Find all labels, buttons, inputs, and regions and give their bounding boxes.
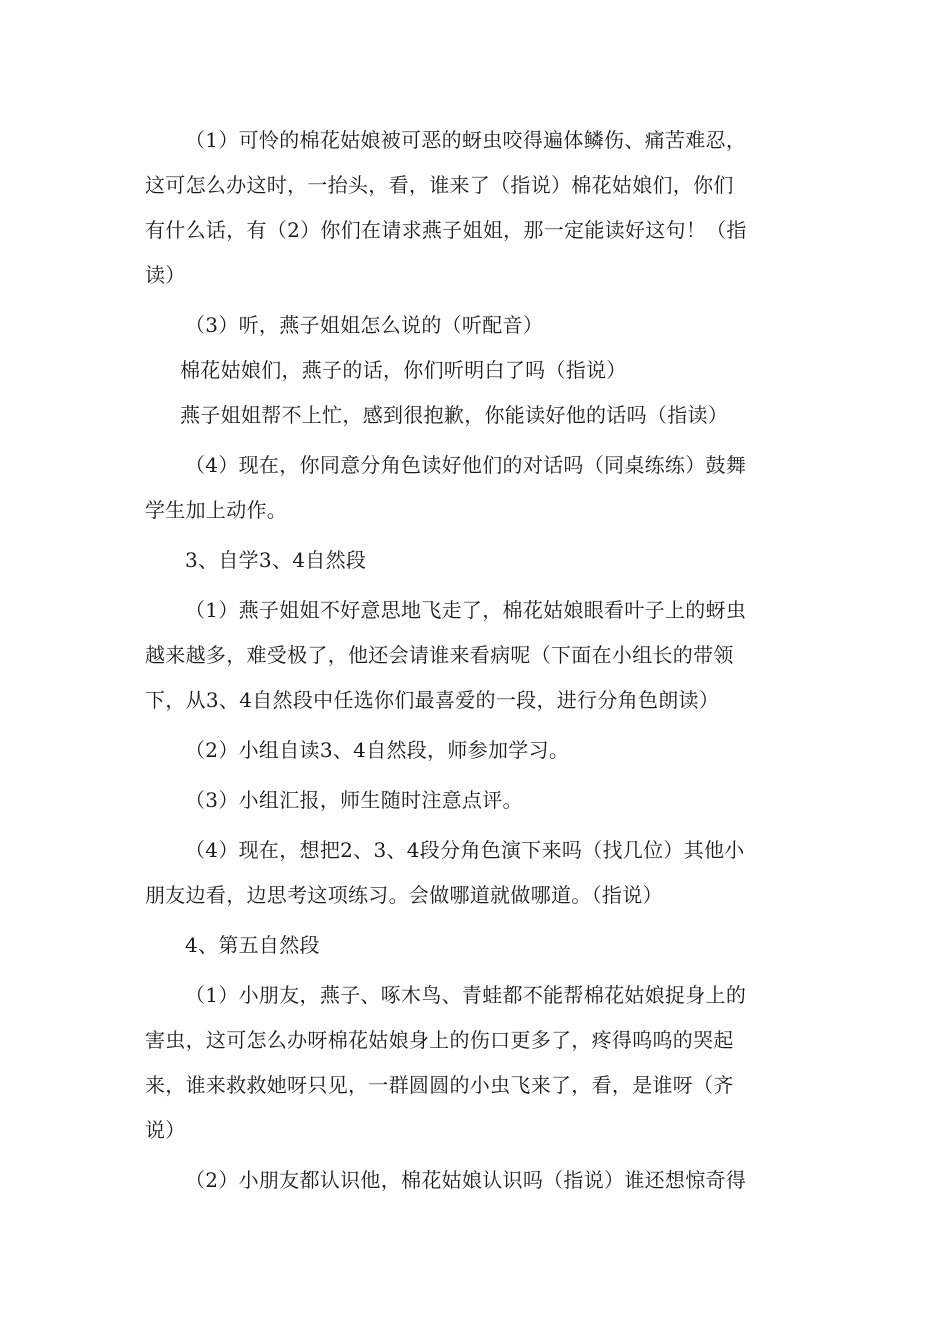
text-line: 3、自学3、4自然段	[185, 548, 367, 572]
text-line: （1）燕子姐姐不好意思地飞走了，棉花姑娘眼看叶子上的蚜虫	[185, 598, 747, 622]
text-line: 下，从3、4自然段中任选你们最喜爱的一段，进行分角色朗读）	[145, 688, 720, 712]
text-line: 读）	[145, 263, 186, 287]
text-line: （1）小朋友，燕子、啄木鸟、青蛙都不能帮棉花姑娘捉身上的	[185, 983, 747, 1007]
text-line: （3）听，燕子姐姐怎么说的（听配音）	[185, 313, 544, 337]
text-line: （2）小组自读3、4自然段，师参加学习。	[185, 738, 570, 762]
paragraph-7	[145, 588, 815, 723]
text-line: （3）小组汇报，师生随时注意点评。	[185, 788, 523, 812]
text-line: 棉花姑娘们，燕子的话，你们听明白了吗（指说）	[180, 358, 627, 382]
paragraph-3	[145, 348, 815, 393]
text-line: 燕子姐姐帮不上忙，感到很抱歉，你能读好他的话吗（指读）	[180, 403, 729, 427]
paragraph-1	[145, 118, 815, 298]
text-line: （4）现在，你同意分角色读好他们的对话吗（同桌练练）鼓舞	[185, 453, 747, 477]
text-line: （1）可怜的棉花姑娘被可恶的蚜虫咬得遍体鳞伤、痛苦难忍，	[185, 128, 747, 152]
paragraph-5	[145, 443, 815, 533]
text-line: （2）小朋友都认识他，棉花姑娘认识吗（指说）谁还想惊奇得	[185, 1168, 747, 1192]
paragraph-4	[145, 393, 815, 438]
paragraph-8	[145, 728, 815, 773]
paragraph-9	[145, 778, 815, 823]
paragraph-10	[145, 828, 815, 918]
text-line: 这可怎么办这时，一抬头，看，谁来了（指说）棉花姑娘们，你们	[145, 173, 734, 197]
document-body	[145, 118, 815, 1203]
text-line: （4）现在，想把2、3、4段分角色演下来吗（找几位）其他小	[185, 838, 745, 862]
paragraph-2	[145, 303, 815, 348]
paragraph-12	[145, 973, 815, 1153]
section-heading-4	[145, 923, 815, 968]
text-line: 4、第五自然段	[185, 933, 320, 957]
text-line: 来，谁来救救她呀只见，一群圆圆的小虫飞来了，看，是谁呀（齐	[145, 1073, 734, 1097]
text-line: 害虫，这可怎么办呀棉花姑娘身上的伤口更多了，疼得呜呜的哭起	[145, 1028, 734, 1052]
text-line: 有什么话，有（2）你们在请求燕子姐姐，那一定能读好这句！（指	[145, 218, 747, 242]
text-line: 朋友边看，边思考这项练习。会做哪道就做哪道。（指说）	[145, 883, 663, 907]
paragraph-13	[145, 1158, 815, 1203]
text-line: 学生加上动作。	[145, 498, 288, 522]
section-heading-3	[145, 538, 815, 583]
text-line: 越来越多，难受极了，他还会请谁来看病呢（下面在小组长的带领	[145, 643, 734, 667]
text-line: 说）	[145, 1118, 186, 1142]
